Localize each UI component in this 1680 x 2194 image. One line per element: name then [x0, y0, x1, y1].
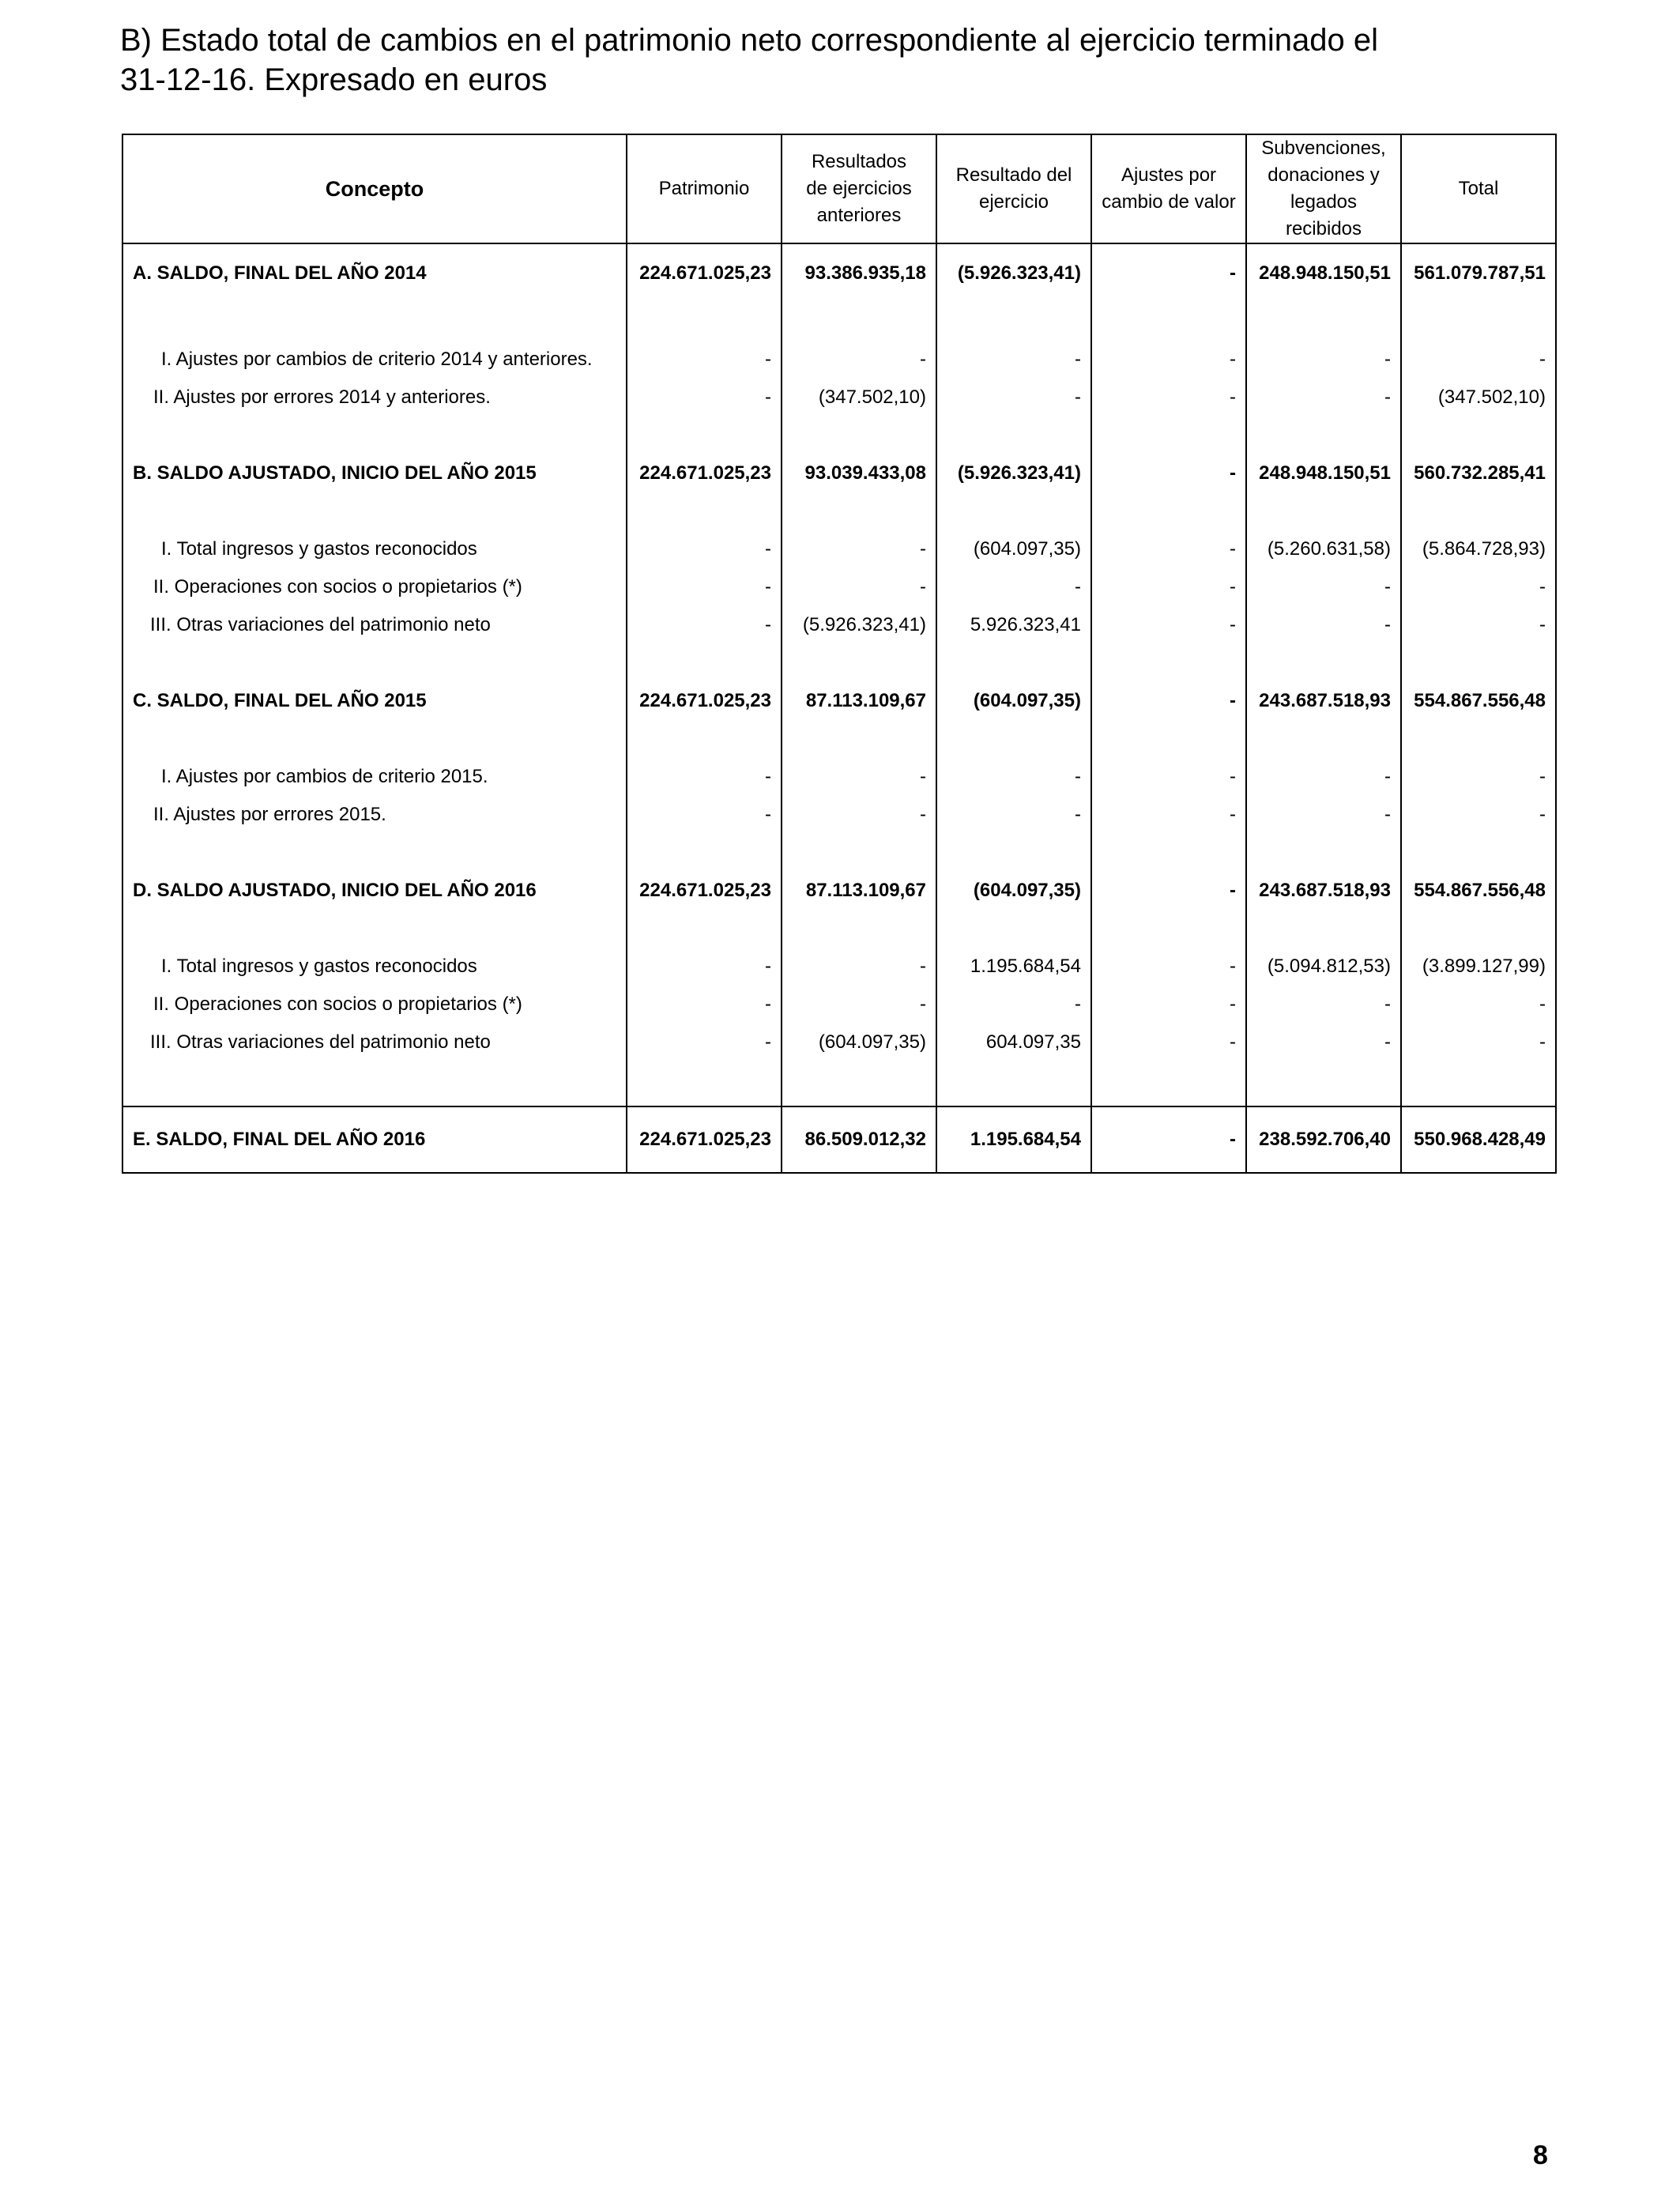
cell-value: - — [1401, 1023, 1556, 1061]
cell-value: - — [1246, 606, 1401, 644]
equity-changes-table — [122, 134, 1557, 1174]
cell-value: (347.502,10) — [782, 379, 936, 417]
table-row — [122, 1023, 1556, 1061]
header-resultado-ejercicio: Resultado del ejercicio — [936, 134, 1091, 243]
row-label: I. Ajustes por cambios de criterio 2014 y anteriores. — [122, 341, 627, 379]
table-row — [122, 872, 1556, 910]
cell-value: 5.926.323,41 — [936, 606, 1091, 644]
cell-value: - — [1091, 872, 1246, 910]
cell-value: - — [1091, 1106, 1246, 1173]
cell-value: 87.113.109,67 — [782, 682, 936, 720]
table-row — [122, 568, 1556, 606]
cell-value: - — [1091, 796, 1246, 834]
table-row — [122, 758, 1556, 796]
cell-value: - — [1401, 758, 1556, 796]
cell-value: 1.195.684,54 — [936, 948, 1091, 986]
table-row — [122, 1106, 1556, 1173]
row-label: D. SALDO AJUSTADO, INICIO DEL AÑO 2016 — [122, 872, 627, 910]
cell-value: - — [627, 568, 782, 606]
cell-value: - — [1091, 243, 1246, 303]
table-row — [122, 341, 1556, 379]
cell-value: - — [1401, 341, 1556, 379]
header-patrimonio: Patrimonio — [627, 134, 782, 243]
row-label: I. Total ingresos y gastos reconocidos — [122, 530, 627, 568]
cell-value: - — [782, 530, 936, 568]
table-row — [122, 682, 1556, 720]
spacer-row — [122, 1061, 1556, 1106]
cell-value: (604.097,35) — [936, 872, 1091, 910]
row-label: C. SALDO, FINAL DEL AÑO 2015 — [122, 682, 627, 720]
page-title-line-1: B) Estado total de cambios en el patrimonio neto correspondiente al ejercicio terminado el — [120, 23, 1378, 58]
cell-value: 224.671.025,23 — [627, 1106, 782, 1173]
cell-value: 238.592.706,40 — [1246, 1106, 1401, 1173]
cell-value: - — [936, 568, 1091, 606]
cell-value: 554.867.556,48 — [1401, 872, 1556, 910]
cell-value: (5.926.323,41) — [782, 606, 936, 644]
cell-value: 1.195.684,54 — [936, 1106, 1091, 1173]
cell-value: - — [627, 379, 782, 417]
cell-value: (3.899.127,99) — [1401, 948, 1556, 986]
row-label: III. Otras variaciones del patrimonio neto — [122, 1023, 627, 1061]
cell-value: 224.671.025,23 — [627, 682, 782, 720]
page-title — [120, 21, 1582, 100]
cell-value: - — [1091, 379, 1246, 417]
row-label: II. Ajustes por errores 2014 y anteriores. — [122, 379, 627, 417]
cell-value: (5.864.728,93) — [1401, 530, 1556, 568]
cell-value: 86.509.012,32 — [782, 1106, 936, 1173]
cell-value: - — [627, 341, 782, 379]
cell-value: - — [782, 948, 936, 986]
table-row — [122, 454, 1556, 492]
row-label: B. SALDO AJUSTADO, INICIO DEL AÑO 2015 — [122, 454, 627, 492]
cell-value: - — [1246, 568, 1401, 606]
row-label: E. SALDO, FINAL DEL AÑO 2016 — [122, 1106, 627, 1173]
cell-value: 243.687.518,93 — [1246, 872, 1401, 910]
spacer-row — [122, 644, 1556, 682]
cell-value: - — [1401, 568, 1556, 606]
cell-value: - — [1401, 986, 1556, 1023]
cell-value: 550.968.428,49 — [1401, 1106, 1556, 1173]
cell-value: - — [1091, 948, 1246, 986]
spacer-row — [122, 492, 1556, 530]
cell-value: - — [936, 341, 1091, 379]
table-row — [122, 243, 1556, 303]
cell-value: - — [936, 758, 1091, 796]
cell-value: (5.094.812,53) — [1246, 948, 1401, 986]
header-ajustes-valor: Ajustes por cambio de valor — [1091, 134, 1246, 243]
cell-value: - — [627, 1023, 782, 1061]
cell-value: - — [1091, 454, 1246, 492]
cell-value: - — [1401, 796, 1556, 834]
cell-value: - — [627, 530, 782, 568]
cell-value: 243.687.518,93 — [1246, 682, 1401, 720]
cell-value: - — [1091, 341, 1246, 379]
cell-value: (604.097,35) — [936, 530, 1091, 568]
row-label: III. Otras variaciones del patrimonio neto — [122, 606, 627, 644]
cell-value: - — [936, 796, 1091, 834]
cell-value: - — [782, 986, 936, 1023]
cell-value: - — [782, 758, 936, 796]
table-row — [122, 796, 1556, 834]
cell-value: 561.079.787,51 — [1401, 243, 1556, 303]
row-label: II. Operaciones con socios o propietarios (*) — [122, 568, 627, 606]
cell-value: - — [1091, 530, 1246, 568]
cell-value: (604.097,35) — [936, 682, 1091, 720]
cell-value: - — [627, 796, 782, 834]
row-label: I. Total ingresos y gastos reconocidos — [122, 948, 627, 986]
cell-value: (5.260.631,58) — [1246, 530, 1401, 568]
cell-value: - — [1091, 758, 1246, 796]
cell-value: - — [1246, 986, 1401, 1023]
cell-value: - — [1401, 606, 1556, 644]
cell-value: (5.926.323,41) — [936, 243, 1091, 303]
cell-value: 93.039.433,08 — [782, 454, 936, 492]
cell-value: 248.948.150,51 — [1246, 454, 1401, 492]
cell-value: - — [627, 948, 782, 986]
table-row — [122, 379, 1556, 417]
cell-value: (347.502,10) — [1401, 379, 1556, 417]
cell-value: - — [1246, 758, 1401, 796]
spacer-row — [122, 910, 1556, 948]
cell-value: - — [1246, 796, 1401, 834]
cell-value: - — [782, 796, 936, 834]
cell-value: - — [936, 986, 1091, 1023]
cell-value: 554.867.556,48 — [1401, 682, 1556, 720]
page-title-line-2: 31-12-16. Expresado en euros — [120, 62, 548, 97]
cell-value: 224.671.025,23 — [627, 454, 782, 492]
cell-value: - — [782, 341, 936, 379]
row-label: II. Operaciones con socios o propietarios (*) — [122, 986, 627, 1023]
spacer-row — [122, 303, 1556, 341]
cell-value: (604.097,35) — [782, 1023, 936, 1061]
cell-value: - — [1091, 568, 1246, 606]
cell-value: - — [1091, 986, 1246, 1023]
table-header-row — [122, 134, 1556, 243]
cell-value: - — [1246, 1023, 1401, 1061]
cell-value: - — [627, 986, 782, 1023]
cell-value: - — [627, 758, 782, 796]
table-row — [122, 530, 1556, 568]
cell-value: - — [1246, 379, 1401, 417]
page-number: 8 — [1533, 2140, 1548, 2170]
row-label: A. SALDO, FINAL DEL AÑO 2014 — [122, 243, 627, 303]
header-resultados-anteriores: Resultados de ejercicios anteriores — [782, 134, 936, 243]
cell-value: 87.113.109,67 — [782, 872, 936, 910]
cell-value: - — [1091, 606, 1246, 644]
spacer-row — [122, 834, 1556, 872]
header-concepto: Concepto — [122, 134, 627, 243]
cell-value: (5.926.323,41) — [936, 454, 1091, 492]
cell-value: - — [1246, 341, 1401, 379]
cell-value: 224.671.025,23 — [627, 872, 782, 910]
table-row — [122, 986, 1556, 1023]
spacer-row — [122, 720, 1556, 758]
cell-value: - — [936, 379, 1091, 417]
cell-value: 604.097,35 — [936, 1023, 1091, 1061]
header-total: Total — [1401, 134, 1556, 243]
header-subvenciones: Subvenciones, donaciones y legados recibidos — [1246, 134, 1401, 243]
row-label: II. Ajustes por errores 2015. — [122, 796, 627, 834]
cell-value: 248.948.150,51 — [1246, 243, 1401, 303]
spacer-row — [122, 417, 1556, 454]
cell-value: 560.732.285,41 — [1401, 454, 1556, 492]
table-row — [122, 948, 1556, 986]
table-row — [122, 606, 1556, 644]
row-label: I. Ajustes por cambios de criterio 2015. — [122, 758, 627, 796]
cell-value: - — [1091, 1023, 1246, 1061]
cell-value: - — [782, 568, 936, 606]
cell-value: 93.386.935,18 — [782, 243, 936, 303]
cell-value: 224.671.025,23 — [627, 243, 782, 303]
cell-value: - — [1091, 682, 1246, 720]
cell-value: - — [627, 606, 782, 644]
